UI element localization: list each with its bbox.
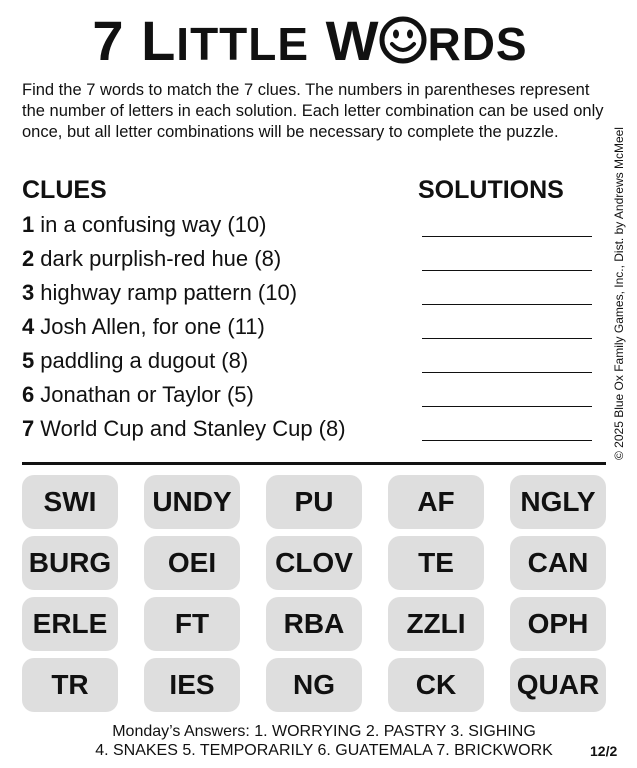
letter-tile[interactable]: BURG xyxy=(22,536,118,590)
solution-blank-1[interactable] xyxy=(422,236,592,237)
clue-text: Josh Allen, for one (11) xyxy=(40,314,265,339)
instructions-text: Find the 7 words to match the 7 clues. The numbers in parentheses represent the number of letters in each solution. Each letter combination can be used only once, but all letter combinations will be necessary to complete the puzzle. xyxy=(22,81,604,141)
letter-tile[interactable]: CLOV xyxy=(266,536,362,590)
clue-text: dark purplish-red hue (8) xyxy=(40,246,282,271)
answers-line-1: Monday’s Answers: 1. WORRYING 2. PASTRY 3. SIGHING xyxy=(112,723,536,740)
title-part-1: 7 L xyxy=(92,9,177,72)
clue-row-3 xyxy=(22,280,297,306)
solution-blank-3[interactable] xyxy=(422,304,592,305)
clue-text: highway ramp pattern (10) xyxy=(40,280,298,305)
letter-tile[interactable]: IES xyxy=(144,658,240,712)
clue-text: in a confusing way (10) xyxy=(40,212,267,237)
solution-blank-6[interactable] xyxy=(422,406,592,407)
letter-tile[interactable]: CAN xyxy=(510,536,606,590)
puzzle-date: 12/2 xyxy=(590,743,618,759)
clue-row-4 xyxy=(22,314,265,340)
clue-row-5 xyxy=(22,348,248,374)
section-divider xyxy=(22,462,606,465)
letter-tile[interactable]: NGLY xyxy=(510,475,606,529)
answers-line-2: 4. SNAKES 5. TEMPORARILY 6. GUATEMALA 7. BRICKWORK xyxy=(95,742,553,759)
letter-tile[interactable]: OEI xyxy=(144,536,240,590)
previous-answers xyxy=(24,722,624,760)
clue-number: 1 xyxy=(22,212,35,237)
letter-tile[interactable]: ZZLI xyxy=(388,597,484,651)
title-part-2: ITTLE xyxy=(176,18,310,70)
solution-blank-7[interactable] xyxy=(422,440,592,441)
smiley-face-icon xyxy=(377,14,429,66)
letter-tile[interactable]: QUAR xyxy=(510,658,606,712)
title-part-4: RDS xyxy=(427,18,528,70)
puzzle-title xyxy=(0,8,620,73)
letter-tile[interactable]: RBA xyxy=(266,597,362,651)
letter-tile[interactable]: TE xyxy=(388,536,484,590)
letter-tile[interactable]: TR xyxy=(22,658,118,712)
solution-blank-2[interactable] xyxy=(422,270,592,271)
clue-row-2 xyxy=(22,246,281,272)
clue-number: 7 xyxy=(22,416,35,441)
clue-row-7 xyxy=(22,416,346,442)
letter-tile[interactable]: AF xyxy=(388,475,484,529)
letter-tile[interactable]: CK xyxy=(388,658,484,712)
clue-text: paddling a dugout (8) xyxy=(40,348,249,373)
letter-tile[interactable]: SWI xyxy=(22,475,118,529)
clue-number: 6 xyxy=(22,382,35,407)
letter-tile[interactable]: ERLE xyxy=(22,597,118,651)
letter-tile[interactable]: UNDY xyxy=(144,475,240,529)
solution-blank-5[interactable] xyxy=(422,372,592,373)
title-part-3: W xyxy=(325,9,380,72)
letter-tile[interactable]: OPH xyxy=(510,597,606,651)
clues-header: CLUES xyxy=(22,176,107,204)
clue-text: Jonathan or Taylor (5) xyxy=(40,382,254,407)
solution-blank-4[interactable] xyxy=(422,338,592,339)
letter-tile[interactable]: FT xyxy=(144,597,240,651)
clue-row-6 xyxy=(22,382,254,408)
clue-number: 2 xyxy=(22,246,35,271)
solutions-header: SOLUTIONS xyxy=(418,176,564,204)
clue-number: 5 xyxy=(22,348,35,373)
clue-number: 4 xyxy=(22,314,35,339)
clue-number: 3 xyxy=(22,280,35,305)
copyright-notice: © 2025 Blue Ox Family Games, Inc., Dist. by Andrews McMeel xyxy=(612,127,626,460)
clue-text: World Cup and Stanley Cup (8) xyxy=(40,416,346,441)
letter-tile[interactable]: NG xyxy=(266,658,362,712)
clue-row-1 xyxy=(22,212,266,238)
letter-tile[interactable]: PU xyxy=(266,475,362,529)
